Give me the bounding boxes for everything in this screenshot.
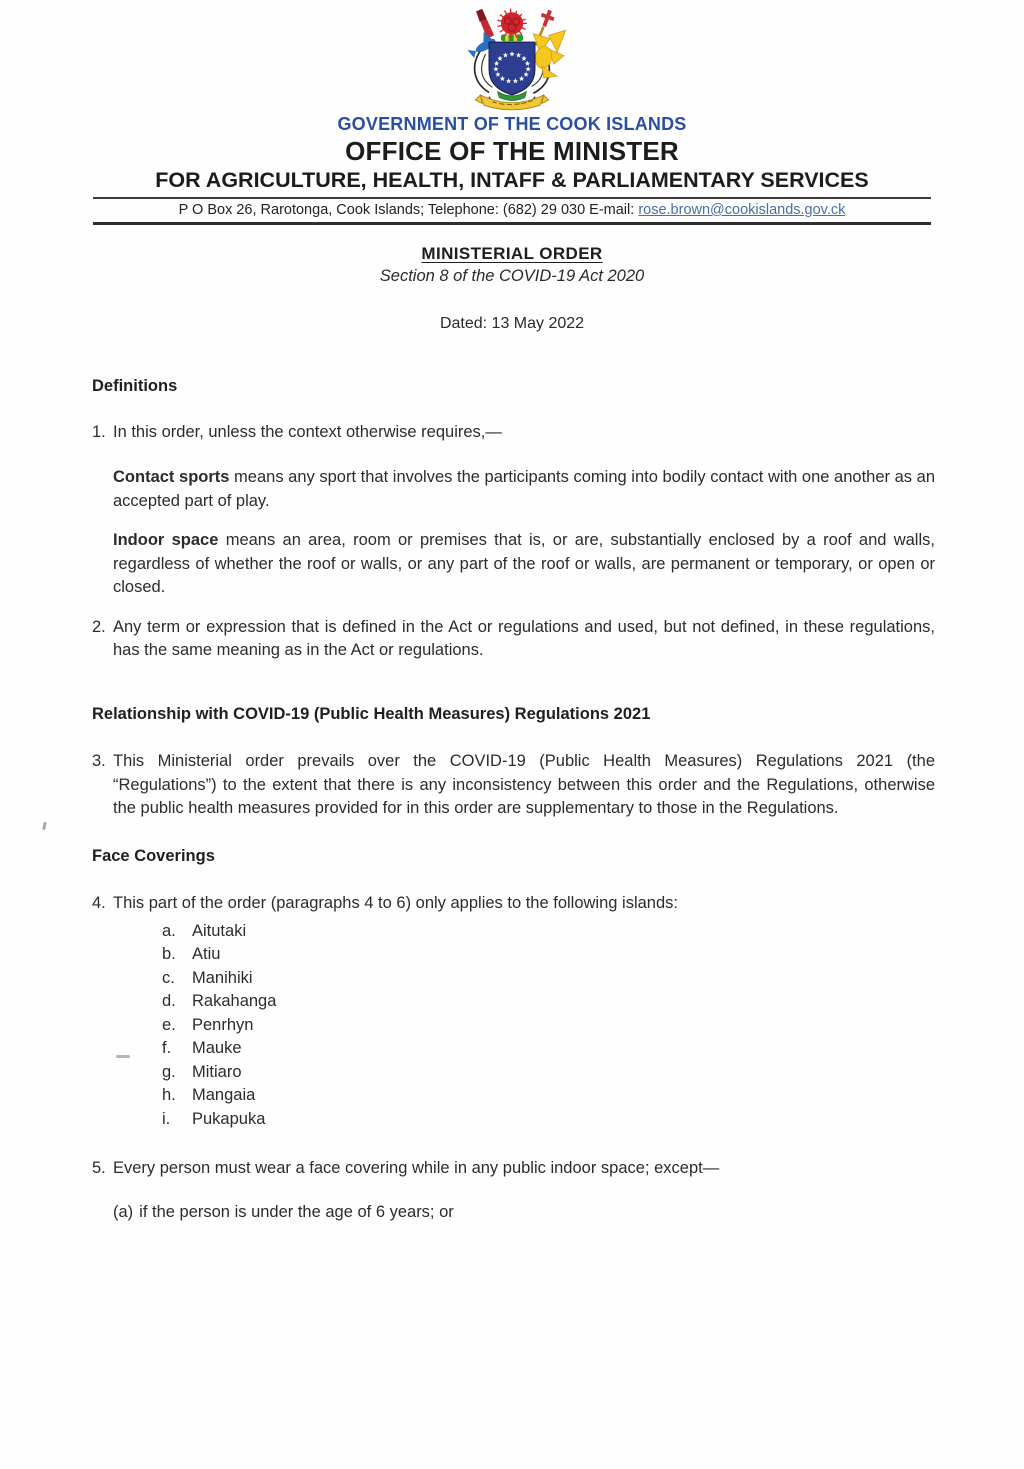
island-list-item — [162, 1061, 935, 1085]
heading-definitions: Definitions — [92, 377, 178, 395]
clause-text: Every person must wear a face covering while in any public indoor space; except— — [113, 1159, 720, 1177]
clause-text: In this order, unless the context otherwise requires,— — [113, 422, 502, 441]
clause-number: 3. — [92, 752, 106, 770]
island-letter: a. — [162, 921, 176, 940]
definition-term: Indoor space — [113, 531, 219, 549]
island-name: Mangaia — [192, 1086, 256, 1104]
island-name: Rakahanga — [192, 992, 277, 1010]
definition-term: Contact sports — [113, 468, 230, 486]
heading-relationship: Relationship with COVID-19 (Public Health Measures) Regulations 2021 — [92, 704, 651, 723]
email-link[interactable]: rose.brown@cookislands.gov.ck — [638, 202, 846, 218]
clause-5a — [113, 1201, 935, 1225]
island-letter: e. — [162, 1015, 176, 1034]
island-list-item — [162, 1014, 935, 1038]
contact-details: P O Box 26, Rarotonga, Cook Islands; Telephone: (682) 29 030 E-mail: — [178, 202, 639, 218]
island-list-item — [162, 990, 935, 1014]
clause-number: 4. — [92, 894, 106, 912]
coat-of-arms-graphic — [448, 8, 576, 112]
island-list-item — [162, 1108, 935, 1132]
clause-text: This Ministerial order prevails over the COVID-19 (Public Health Measures) Regulations 2021 (the “Regulations”) to the extent that there is any inconsistency between this order and the Regulations, otherwise the public health measures provided for in this order are supplementary to those in the Regulations. — [113, 752, 935, 817]
definition-contact-sports — [113, 466, 935, 513]
island-letter: b. — [162, 945, 176, 963]
government-line: GOVERNMENT OF THE COOK ISLANDS — [337, 114, 687, 134]
letterhead — [0, 0, 1024, 225]
clause-5 — [92, 1157, 935, 1181]
office-title: OFFICE OF THE MINISTER — [345, 136, 679, 166]
island-letter: f. — [162, 1039, 172, 1057]
island-name: Pukapuka — [192, 1109, 266, 1128]
island-name: Mauke — [192, 1039, 242, 1057]
order-subtitle: Section 8 of the COVID-19 Act 2020 — [379, 267, 645, 285]
title-block — [0, 244, 1024, 333]
order-title: MINISTERIAL ORDER — [421, 244, 603, 263]
clause-2 — [92, 616, 935, 663]
island-list-item — [162, 1037, 935, 1061]
island-list-item — [162, 1084, 935, 1108]
clause-number: 2. — [92, 617, 106, 636]
sub-clause-label: (a) — [113, 1202, 134, 1221]
sub-clause-text: if the person is under the age of 6 years; or — [139, 1202, 454, 1221]
island-list-item — [162, 943, 935, 967]
island-name: Atiu — [192, 945, 221, 963]
clause-number: 5. — [92, 1159, 106, 1177]
order-date: Dated: 13 May 2022 — [439, 315, 585, 332]
island-name: Mitiaro — [192, 1062, 242, 1081]
island-list-item — [162, 967, 935, 991]
definition-text: means an area, room or premises that is, or are, substantially enclosed by a roof and walls, regardless of whether the roof or walls, or any part of the roof or walls, are permanent or temporary, or open or closed. — [113, 531, 935, 596]
definition-text: means any sport that involves the participants coming into bodily contact with one another as an accepted part of play. — [113, 468, 935, 510]
scan-artifact-dash — [116, 1055, 130, 1058]
cook-islands-coat-of-arms — [0, 8, 1024, 112]
clause-number: 1. — [92, 422, 106, 441]
island-name: Aitutaki — [192, 921, 247, 940]
ministry-title: FOR AGRICULTURE, HEALTH, INTAFF & PARLIAMENTARY SERVICES — [155, 168, 869, 192]
heading-face-coverings: Face Coverings — [92, 846, 215, 865]
island-name: Penrhyn — [192, 1015, 254, 1034]
order-body — [0, 375, 1024, 1224]
island-letter: d. — [162, 992, 176, 1010]
contact-bar — [93, 197, 931, 225]
definition-indoor-space — [113, 529, 935, 600]
island-letter: i. — [162, 1109, 171, 1128]
clause-1 — [92, 421, 935, 445]
crest-torse — [501, 34, 523, 41]
island-name: Manihiki — [192, 968, 253, 987]
island-list-item — [162, 920, 935, 944]
island-letter: g. — [162, 1062, 176, 1081]
island-letter: h. — [162, 1086, 176, 1104]
island-letter: c. — [162, 968, 175, 987]
clause-text: This part of the order (paragraphs 4 to 6) only applies to the following islands: — [113, 894, 678, 912]
island-list — [92, 920, 935, 1132]
clause-3 — [92, 750, 935, 821]
clause-4 — [92, 892, 935, 916]
crest-headdress — [497, 9, 526, 39]
clause-text: Any term or expression that is defined in the Act or regulations and used, but not defined, in these regulations, has the same meaning as in the Act or regulations. — [113, 617, 935, 659]
